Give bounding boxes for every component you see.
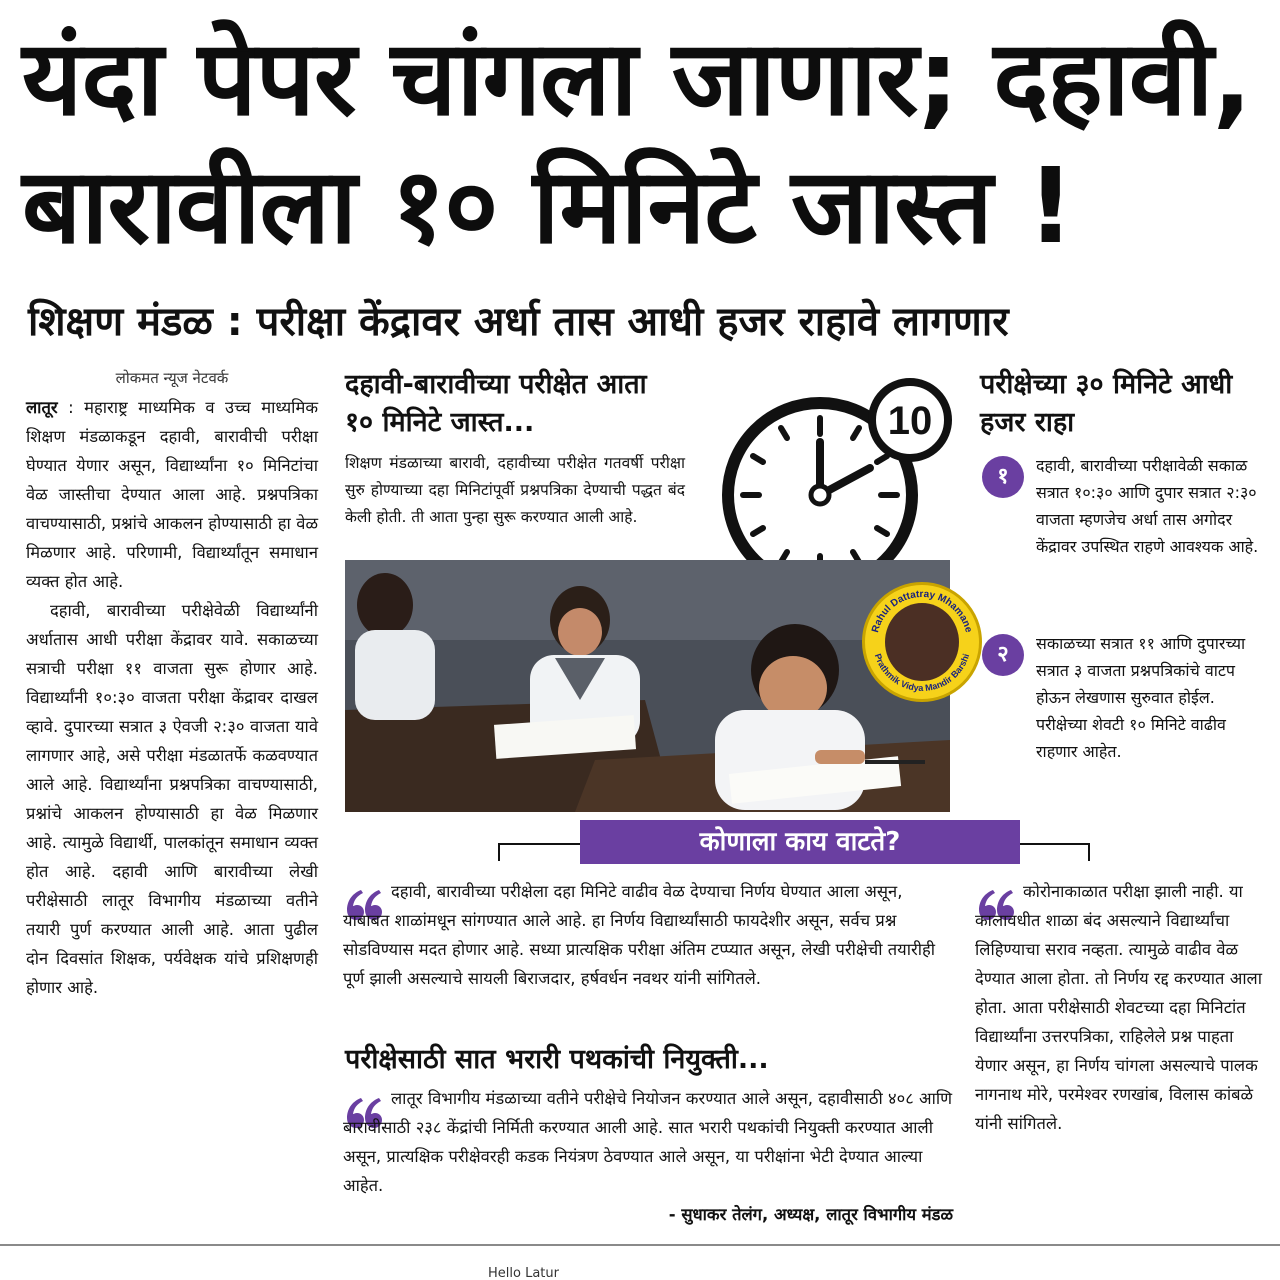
opinion-bar: कोणाला काय वाटते? xyxy=(580,820,1020,864)
opinion-quote-1 xyxy=(343,877,953,993)
paragraph-1-text: : महाराष्ट्र माध्यमिक व उच्च माध्यमिक शिक्षण मंडळाकडून दहावी, बारावीची परीक्षा घेण्यात येणार असून, विद्यार्थ्यांना १० मिनिटांचा वेळ जास्तीचा देण्यात आला आहे. प्रश्नपत्रिका वाचण्यासाठी, प्रश्नांचे आकलन होण्यासाठी हा वेळ मिळणार आहे. परिणामी, विद्यार्थ्यांतून समाधान व्यक्त होत आहे. xyxy=(26,398,318,591)
headline-line-2: बारावीला १० मिनिटे जास्त ! xyxy=(22,145,1074,267)
box-body: शिक्षण मंडळाच्या बारावी, दहावीच्या परीक्षेत गतवर्षी परीक्षा सुरु होण्याच्या दहा मिनिटांपूर्वी प्रश्नपत्रिका देण्याची पद्धत बंद केली होती. ती आता पुन्हा सुरू करण्यात आली आहे. xyxy=(345,454,685,526)
students-exam-illustration xyxy=(345,560,950,812)
watermark-badge xyxy=(862,582,982,702)
footer-credit: Hello Latur xyxy=(488,1266,559,1280)
point-2-text: सकाळच्या सत्रात ११ आणि दुपारच्या सत्रात ३ वाजता प्रश्नपत्रिकांचे वाटप होऊन लेखणास सुरुवात होईल. परीक्षेच्या शेवटी १० मिनिटे वाढीव राहणार आहेत. xyxy=(1036,634,1246,761)
bottom-rule xyxy=(0,1244,1280,1246)
left-column-article xyxy=(26,364,318,1002)
opinion-divider-right-tick xyxy=(1088,843,1090,861)
subheadline: शिक्षण मंडळ : परीक्षा केंद्रावर अर्धा तास आधी हजर राहावे लागणार xyxy=(28,299,1009,345)
byline: लोकमत न्यूज नेटवर्क xyxy=(115,369,229,387)
point-2-number: २ xyxy=(982,634,1024,676)
badge-name: Rahul Dattatray Mhamane xyxy=(870,588,974,634)
article-paragraph-2: दहावी, बारावीच्या परीक्षेवेळी विद्यार्थ्यांनी अर्धातास आधी परीक्षा केंद्रावर यावे. सकाळच्या सत्राची परीक्षा ११ वाजता सुरू होणार आहे. विद्यार्थ्यांनी १०:३० वाजता परीक्षा केंद्रावर दाखल व्हावे. दुपारच्या सत्रात ३ ऐवजी २:३० वाजता यावे लागणार आहे, असे परीक्षा मंडळातर्फे कळवण्यात आले आहे. विद्यार्थ्यांना प्रश्नपत्रिका वाचण्यासाठी, प्रश्नांचे आकलन होण्यासाठी हा वेळ मिळणार आहे. त्यामुळे विद्यार्थी, पालकांतून समाधान व्यक्त होत आहे. दहावी आणि बारावीच्या लेखी परीक्षेसाठी लातूर विभागीय मंडळाच्या वतीने तयारी पुर्ण करण्यात आली आहे. आता पुढील दोन दिवसांत शिक्षक, पर्यवेक्षक यांचे प्रशिक्षणही होणार आहे. xyxy=(26,601,318,997)
opinion-quote-3-text: कोरोनाकाळात परीक्षा झाली नाही. या कालावधीत शाळा बंद असल्याने विद्यार्थ्यांचा लिहिण्याचा सराव नव्हता. त्यामुळे वाढीव वेळ देण्यात आला होता. तो निर्णय रद्द करण्यात आला होता. आता परीक्षेसाठी शेवटच्या दहा मिनिटांत विद्यार्थ्यांना उत्तरपत्रिका, राहिलेले प्रश्न पाहता येणार असून, हा निर्णय चांगला असल्याचे पालक नागनाथ मोरे, परमेश्वर रणखांब, विलास कांबळे यांनी सांगितले. xyxy=(975,882,1263,1133)
point-1-number: १ xyxy=(982,456,1024,498)
svg-text:Rahul Dattatray Mhamane xyxy=(870,589,974,634)
clock-badge-label: 10 xyxy=(887,399,933,443)
opinion-divider-left-tick xyxy=(498,843,500,861)
headline xyxy=(22,14,1262,270)
section-2-signature: - सुधाकर तेलंग, अध्यक्ष, लातूर विभागीय मंडळ xyxy=(668,1205,953,1224)
badge-school: Prathmik Vidya Mandir Barshi xyxy=(872,652,972,694)
section-2-heading: परीक्षेसाठी सात भरारी पथकांची नियुक्ती... xyxy=(345,1044,769,1075)
clock-center xyxy=(811,486,829,504)
right-column-heading: परीक्षेच्या ३० मिनिटे आधी हजर राहा xyxy=(980,369,1233,438)
headline-line-1: यंदा पेपर चांगला जाणार; दहावी, xyxy=(22,17,1251,139)
opinion-quote-1-text: दहावी, बारावीच्या परीक्षेला दहा मिनिटे वाढीव वेळ देण्याचा निर्णय घेण्यात आला असून, याबाबत शाळांमधून सांगण्यात आले आहे. हा निर्णय विद्यार्थ्यांसाठी फायदेशीर असून, सर्वच प्रश्न सोडविण्यास मदत होणार आहे. सध्या प्रात्यक्षिक परीक्षा अंतिम टप्प्यात असून, लेखी परीक्षेची तयारीही पूर्ण झाली असल्याचे सायली बिराजदार, हर्षवर्धन नवथर यांनी सांगितले. xyxy=(343,882,936,988)
svg-text:Prathmik Vidya Mandir Barshi xyxy=(873,652,971,693)
badge-ring-text xyxy=(865,585,979,699)
point-1-text: दहावी, बारावीच्या परीक्षावेळी सकाळ सत्रात १०:३० आणि दुपार सत्रात २:३० वाजता म्हणजेच अर्धा तास अगोदर केंद्रावर उपस्थित राहणे आवश्यक आहे. xyxy=(1036,456,1259,556)
opinion-quote-3 xyxy=(975,877,1267,1138)
box-heading: दहावी-बारावीच्या परीक्षेत आता १० मिनिटे जास्त... xyxy=(345,369,647,438)
students-exam-photo xyxy=(345,560,950,812)
section-2-quote xyxy=(343,1084,953,1229)
section-2-quote-text: लातूर विभागीय मंडळाच्या वतीने परीक्षेचे नियोजन करण्यात आले असून, दहावीसाठी ४०८ आणि बारावीसाठी २३८ केंद्रांची निर्मिती करण्यात आली आहे. सात भरारी पथकांची नियुक्ती करण्यात आली असून, प्रात्यक्षिक परीक्षेवरही कडक नियंत्रण ठेवण्यात आले असून, या परीक्षांना भेटी देण्यात आल्या आहेत. xyxy=(343,1089,953,1195)
dateline: लातूर xyxy=(26,398,58,417)
article-paragraph-1 xyxy=(26,393,318,596)
